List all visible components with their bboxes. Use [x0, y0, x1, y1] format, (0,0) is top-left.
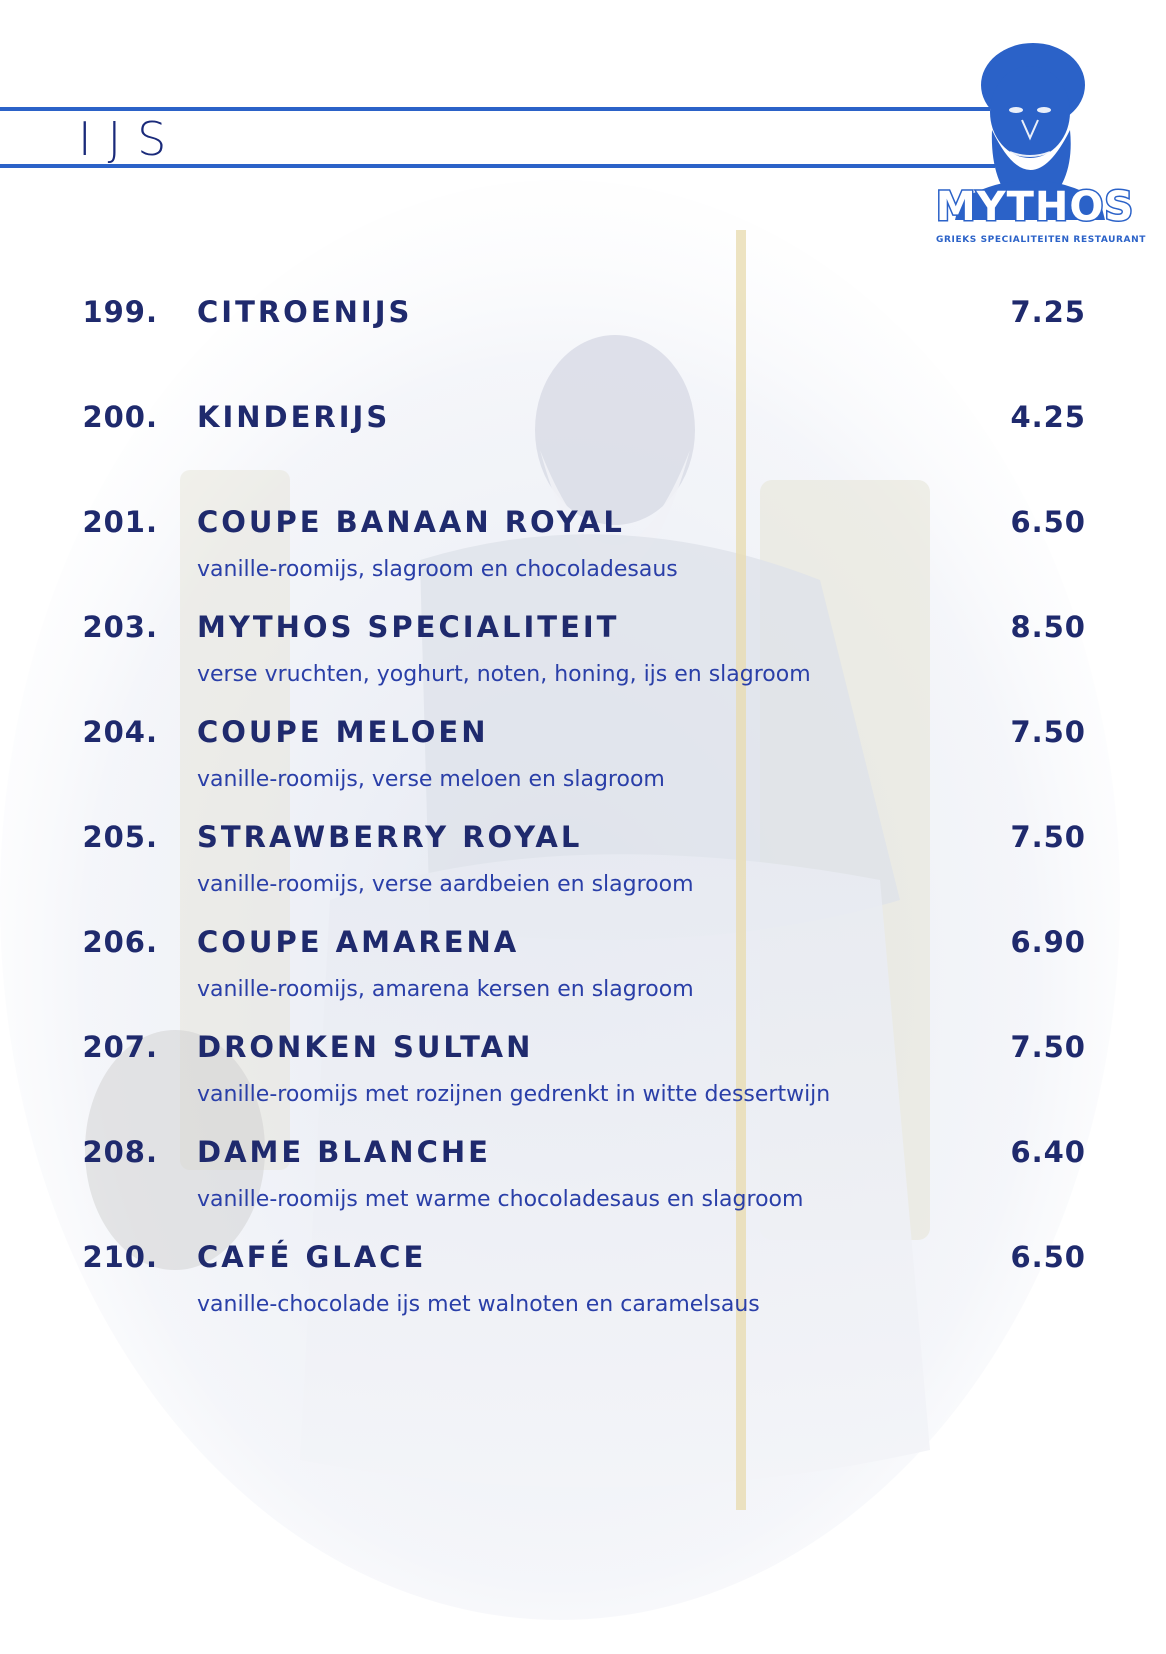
- menu-item: [0, 400, 1166, 490]
- item-description: vanille-roomijs, amarena kersen en slagroom: [197, 977, 694, 1002]
- item-description: verse vruchten, yoghurt, noten, honing, ijs en slagroom: [197, 662, 811, 687]
- item-price: 4.25: [1010, 400, 1086, 434]
- item-number: 204.: [82, 715, 158, 749]
- item-number: 205.: [82, 820, 158, 854]
- menu-item: [0, 1135, 1166, 1225]
- item-description: vanille-roomijs, verse aardbeien en slagroom: [197, 872, 694, 897]
- item-price: 6.40: [1010, 1135, 1086, 1169]
- item-description: vanille-roomijs met warme chocoladesaus en slagroom: [197, 1187, 804, 1212]
- item-name: COUPE BANAAN ROYAL: [197, 505, 625, 539]
- item-price: 6.90: [1010, 925, 1086, 959]
- item-name: STRAWBERRY ROYAL: [197, 820, 583, 854]
- section-title: IJS: [78, 112, 183, 166]
- item-description: vanille-chocolade ijs met walnoten en caramelsaus: [197, 1292, 760, 1317]
- item-name: MYTHOS SPECIALITEIT: [197, 610, 620, 644]
- item-price: 7.25: [1010, 295, 1086, 329]
- item-number: 203.: [82, 610, 158, 644]
- item-price: 7.50: [1010, 820, 1086, 854]
- logo-subtitle: GRIEKS SPECIALITEITEN RESTAURANT: [936, 235, 1146, 245]
- item-number: 206.: [82, 925, 158, 959]
- item-number: 201.: [82, 505, 158, 539]
- item-number: 200.: [82, 400, 158, 434]
- menu-item: [0, 1030, 1166, 1120]
- item-name: COUPE MELOEN: [197, 715, 489, 749]
- item-price: 7.50: [1010, 715, 1086, 749]
- item-number: 208.: [82, 1135, 158, 1169]
- menu-item: [0, 505, 1166, 595]
- item-price: 7.50: [1010, 1030, 1086, 1064]
- svg-text:MYTHOS: MYTHOS: [935, 184, 1135, 230]
- item-name: COUPE AMARENA: [197, 925, 520, 959]
- item-name: DAME BLANCHE: [197, 1135, 491, 1169]
- item-description: vanille-roomijs, verse meloen en slagroom: [197, 767, 665, 792]
- item-name: CITROENIJS: [197, 295, 413, 329]
- item-description: vanille-roomijs met rozijnen gedrenkt in witte dessertwijn: [197, 1082, 831, 1107]
- menu-item: [0, 610, 1166, 700]
- item-name: CAFÉ GLACE: [197, 1240, 427, 1274]
- item-number: 210.: [82, 1240, 158, 1274]
- menu-item: [0, 295, 1166, 385]
- menu-item: [0, 820, 1166, 910]
- menu-item: [0, 925, 1166, 1015]
- item-description: vanille-roomijs, slagroom en chocoladesaus: [197, 557, 678, 582]
- item-price: 6.50: [1010, 1240, 1086, 1274]
- item-number: 199.: [82, 295, 158, 329]
- item-name: DRONKEN SULTAN: [197, 1030, 534, 1064]
- menu-item: [0, 1240, 1166, 1330]
- item-name: KINDERIJS: [197, 400, 391, 434]
- menu-item: [0, 715, 1166, 805]
- item-number: 207.: [82, 1030, 158, 1064]
- item-price: 8.50: [1010, 610, 1086, 644]
- item-price: 6.50: [1010, 505, 1086, 539]
- header-rule-top: [0, 107, 990, 111]
- mythos-logo: [930, 30, 1140, 252]
